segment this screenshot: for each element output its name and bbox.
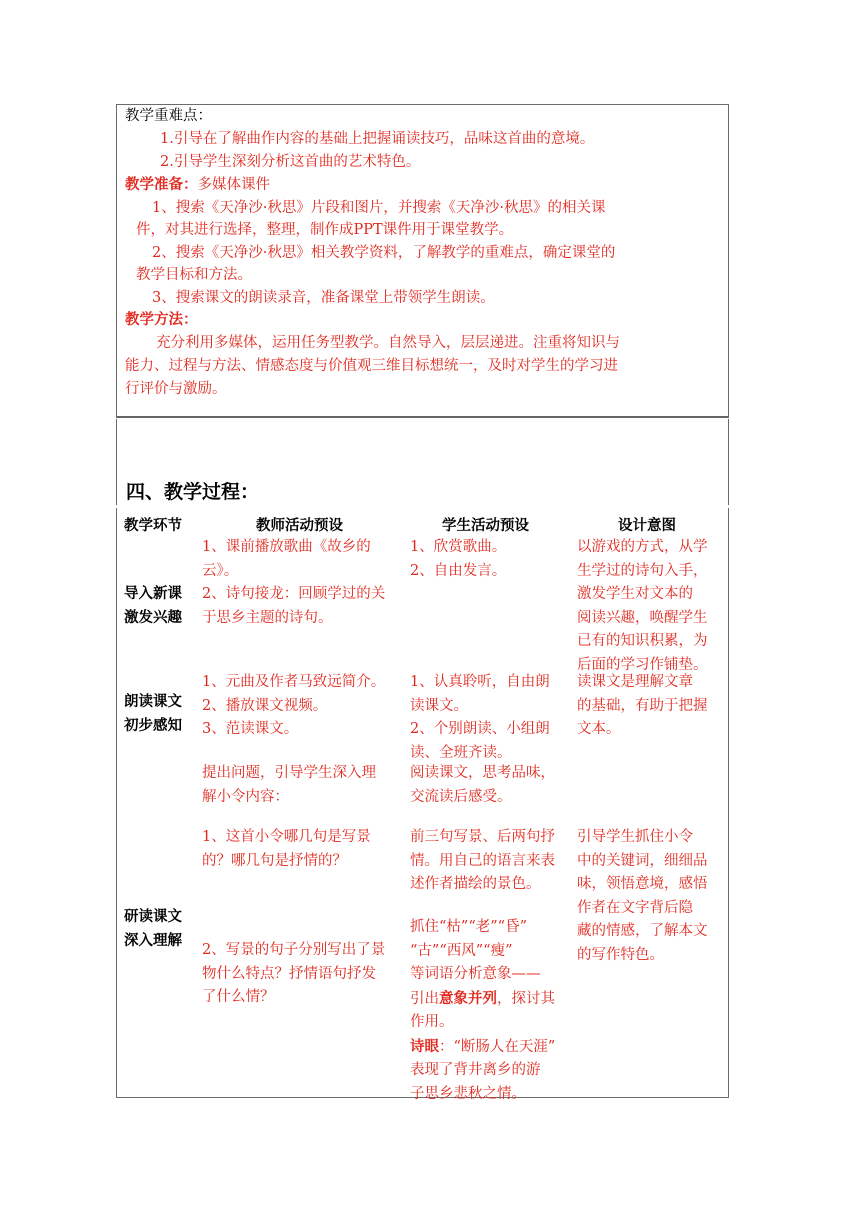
prep-row <box>125 176 270 195</box>
method-line: 充分利用多媒体，运用任务型教学。自然导入，层层递进。注重将知识与 <box>156 335 620 351</box>
prep-line: 1、搜索《天净沙·秋思》片段和图片，并搜索《天净沙·秋思》的相关课 <box>152 200 606 216</box>
prep-line: 教学目标和方法。 <box>136 267 252 283</box>
method-heading: 教学方法： <box>125 312 198 328</box>
method-line: 能力、过程与方法、情感态度与价值观三维目标想统一，及时对学生的学习进 <box>125 358 618 374</box>
student-activity: 前三句写景、后两句抒 情。用自己的语言来表 述作者描绘的景色。 <box>410 829 555 892</box>
prep-value: 多媒体课件 <box>197 177 270 193</box>
prep-heading: 教学准备： <box>125 177 198 193</box>
header-student: 学生活动预设 <box>442 518 529 534</box>
student-activity: 抓住“枯”“老”“昏” “古”“西风”“瘦” 等词语分析意象—— 引出意象并列，探讨其 作用。 诗眼：“断肠人在天涯” 表现了背井离乡的游 子思乡悲秋之情。 <box>410 919 556 1102</box>
method-line: 行评价与激励。 <box>125 381 227 397</box>
stage-name: 研读课文 深入理解 <box>124 909 182 949</box>
student-activity: 阅读课文，思考品味， 交流读后感受。 <box>410 765 555 805</box>
teacher-activity: 1、课前播放歌曲《故乡的 云》。 2、诗句接龙：回顾学过的关 于思乡主题的诗句。 <box>202 539 386 626</box>
header-stage: 教学环节 <box>124 518 182 534</box>
teacher-activity: 2、写景的句子分别写出了景 物什么特点？抒情语句抒发 了什么情？ <box>202 942 386 1005</box>
teacher-activity: 1、元曲及作者马致远简介。 2、播放课文视频。 3、范读课文。 <box>202 674 386 737</box>
student-activity: 1、认真聆听，自由朗 读课文。 2、个别朗读、小组朗 读、全班齐读。 <box>410 674 550 761</box>
prep-line: 2、搜索《天净沙·秋思》相关教学资料，了解教学的重难点，确定课堂的 <box>152 245 616 261</box>
teacher-activity: 1、这首小令哪几句是写景 的？哪几句是抒情的？ <box>202 829 371 869</box>
student-activity: 1、欣赏歌曲。 2、自由发言。 <box>410 539 507 579</box>
design-intent: 引导学生抓住小令 中的关键词，细细品 味，领悟意境，感悟 作者在文字背后隐 藏的情感，了解本文 的写作特色。 <box>577 829 708 963</box>
header-design: 设计意图 <box>618 518 676 534</box>
difficulty-item: 2.引导学生深刻分析这首曲的艺术特色。 <box>160 154 421 170</box>
stage-name: 朗读课文 初步感知 <box>124 694 182 734</box>
section-title: 四、教学过程： <box>126 481 260 503</box>
teacher-activity: 提出问题，引导学生深入理 解小令内容： <box>202 765 376 805</box>
difficulty-heading: 教学重难点： <box>125 108 212 124</box>
prep-line: 件，对其进行选择，整理，制作成PPT课件用于课堂教学。 <box>136 222 514 238</box>
design-intent: 以游戏的方式，从学 生学过的诗句入手， 激发学生对文本的 阅读兴趣，唤醒学生 已有的知识积累，为 后面的学习作铺垫。 <box>577 539 708 673</box>
prep-line: 3、搜索课文的朗读录音，准备课堂上带领学生朗读。 <box>152 290 495 306</box>
header-teacher: 教师活动预设 <box>256 518 343 534</box>
stage-name: 导入新课 激发兴趣 <box>124 586 182 626</box>
difficulty-item: 1.引导在了解曲作内容的基础上把握诵读技巧，品味这首曲的意境。 <box>160 131 595 147</box>
design-intent: 读课文是理解文章 的基础，有助于把握 文本。 <box>577 674 708 737</box>
